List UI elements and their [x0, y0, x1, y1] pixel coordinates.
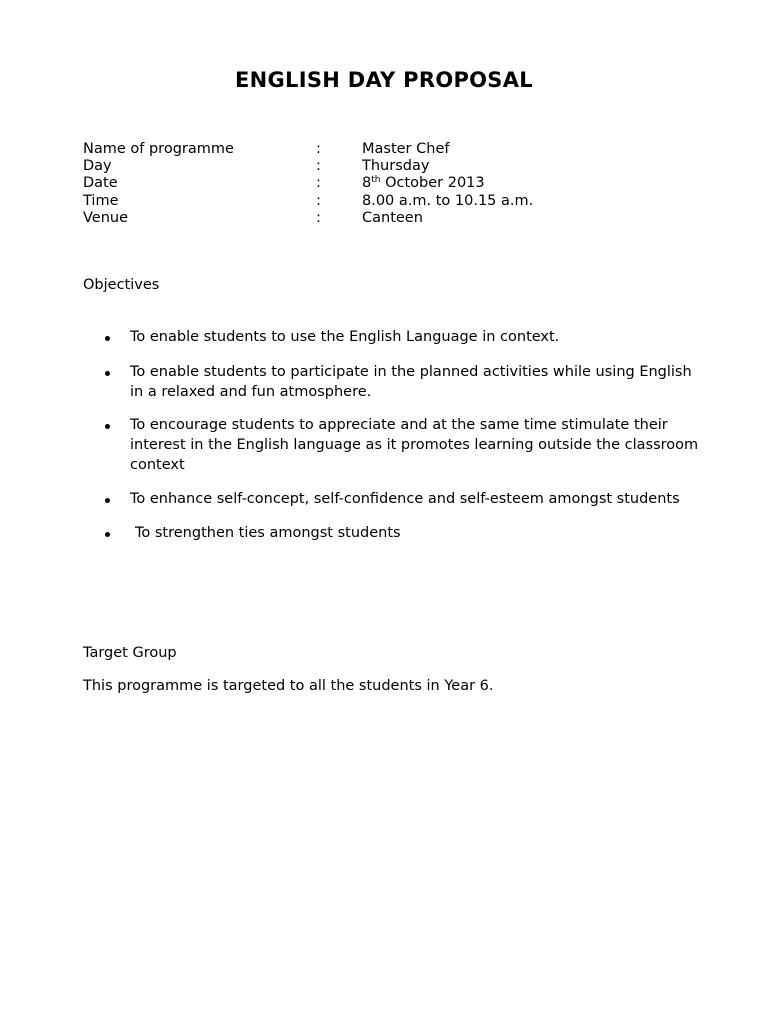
objective-text: To enable students to participate in the planned activities while using English in a relaxed and fun atmosphere. — [130, 363, 692, 400]
objectives-heading: Objectives — [83, 277, 160, 293]
bullet-icon — [105, 371, 110, 376]
detail-label: Name of programme — [83, 141, 234, 157]
objective-text: To strengthen ties amongst students — [135, 524, 401, 541]
detail-label: Venue — [83, 209, 129, 226]
detail-colon: : — [316, 141, 321, 157]
detail-label: Date — [83, 175, 118, 192]
detail-value: Thursday — [362, 158, 430, 175]
objective-text: To enhance self-concept, self-confidence and self-esteem amongst students — [130, 490, 680, 507]
date-ordinal-suffix: th — [371, 175, 381, 186]
detail-value: Master Chef — [362, 141, 450, 157]
bullet-icon — [105, 336, 110, 341]
detail-colon: : — [316, 175, 321, 192]
date-day: 8 — [362, 175, 372, 192]
objectives-list — [83, 328, 703, 543]
detail-label: Time — [83, 192, 119, 209]
objective-text: To encourage students to appreciate and at the same time stimulate their interest in the English language as it promotes learning outside the classroom context — [130, 417, 699, 473]
detail-colon: : — [316, 209, 321, 226]
detail-label: Day — [83, 158, 112, 175]
target-group-text: This programme is targeted to all the students in Year 6. — [83, 678, 494, 694]
list-item — [83, 416, 703, 475]
detail-value: 8.00 a.m. to 10.15 a.m. — [362, 192, 534, 209]
list-item — [83, 490, 703, 510]
bullet-icon — [105, 498, 110, 503]
target-group-heading: Target Group — [83, 645, 177, 661]
list-item — [83, 328, 703, 348]
detail-colon: : — [316, 158, 321, 175]
list-item — [83, 363, 703, 403]
detail-value — [362, 175, 485, 192]
bullet-icon — [105, 532, 110, 537]
document-title: ENGLISH DAY PROPOSAL — [235, 68, 533, 92]
detail-value: Canteen — [362, 209, 423, 226]
objective-text: To enable students to use the English Language in context. — [130, 329, 560, 345]
date-rest: October 2013 — [380, 175, 485, 192]
detail-colon: : — [316, 192, 321, 209]
list-item — [83, 524, 703, 544]
bullet-icon — [105, 424, 110, 429]
